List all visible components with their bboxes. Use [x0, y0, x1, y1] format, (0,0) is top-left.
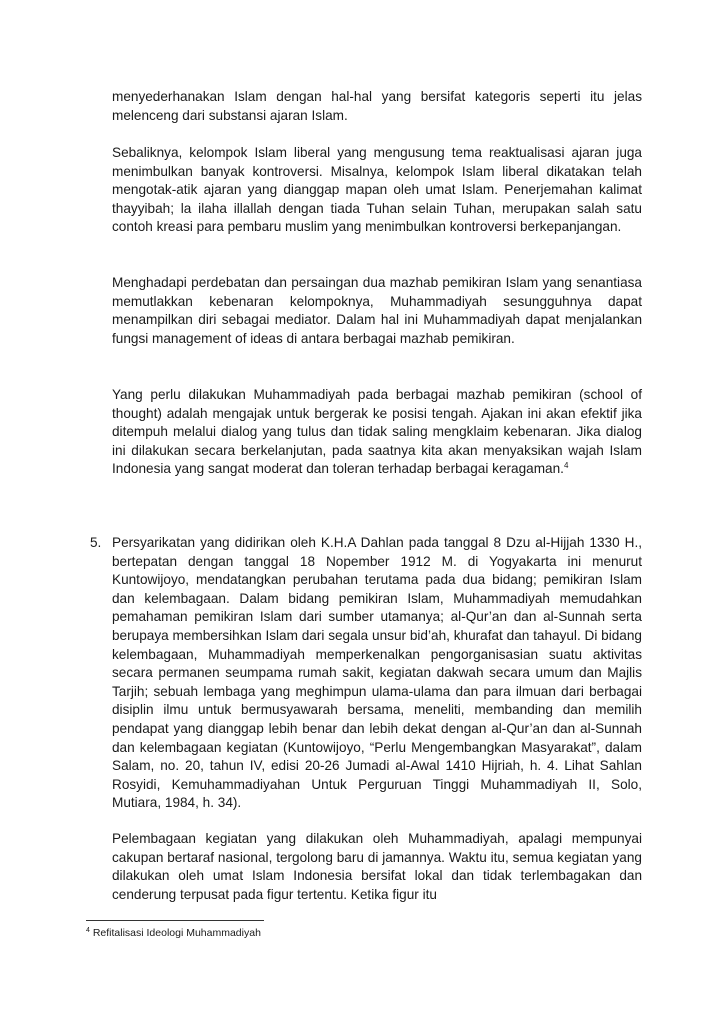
paragraph-muhammadiyah-mediator: Menghadapi perdebatan dan persaingan dua mazhab pemikiran Islam yang senantiasa memutlakkan kebenaran kelompoknya, Muhammadiyah sesungguhnya dapat menampilkan diri sebagai mediator. Dalam hal ini Muhammadiyah dapat menjalankan fungsi management of ideas di antara berbagai mazhab pemikiran.	[112, 275, 642, 346]
paragraph-school-of-thought	[112, 386, 642, 479]
footnote-divider	[86, 920, 264, 921]
paragraph-continuation: menyederhanakan Islam dengan hal-hal yang bersifat kategoris seperti itu jelas melenceng dari substansi ajaran Islam.	[112, 89, 642, 123]
list-item-5-text: Persyarikatan yang didirikan oleh K.H.A Dahlan pada tanggal 8 Dzu al-Hijjah 1330 H., bertepatan dengan tanggal 18 Nopember 1912 M. di Yogyakarta ini menurut Kuntowijoyo, mendatangkan perubahan terutama pada dua bidang; pemikiran Islam dan kelembagaan. Dalam bidang pemikiran Islam, Muhammadiyah memudahkan pemahaman pemikiran Islam dari sumber utamanya; al-Qur’an dan al-Sunnah serta berupaya membersihkan Islam dari segala unsur bid’ah, khurafat dan tahayul. Di bidang kelembagaan, Muhammadiyah memperkenalkan pengorganisasian suatu aktivitas secara permanen seumpama rumah sakit, kegiatan dakwah secara umum dan Majlis Tarjih; sebuah lembaga yang meghimpun ulama-ulama dan para ilmuan dari berbagai disiplin ilmu untuk bermusyawarah bersama, meneliti, membanding dan memilih pendapat yang dianggap lebih benar dan lebih dekat dengan al-Qur’an dan al-Sunnah dan kelembagaan kegiatan (Kuntowijoyo, “Perlu Mengembangkan Masyarakat”, dalam Salam, no. 20, tahun IV, edisi 20-26 Jumadi al-Awal 1410 Hijriah, h. 4. Lihat Sahlan Rosyidi, Kemuhammadiyahan Untuk Perguruan Tinggi Muhammadiyah II, Solo, Mutiara, 1984, h. 34).	[112, 535, 642, 811]
list-item-number: 5.	[90, 535, 102, 550]
footnote-text: Refitalisasi Ideologi Muhammadiyah	[92, 927, 261, 939]
footnote-marker: 4	[86, 927, 90, 934]
paragraph-school-of-thought-text: Yang perlu dilakukan Muhammadiyah pada berbagai mazhab pemikiran (school of thought) adalah mengajak untuk bergerak ke posisi tengah. Ajakan ini akan efektif jika ditempuh melalui dialog yang tulus dan tidak saling mengklaim kebenaran. Jika dialog ini dilakukan secara berkelanjutan, pada saatnya kita akan menyaksikan wajah Islam Indonesia yang sangat moderat dan toleran terhadap berbagai keragaman.	[112, 387, 642, 477]
footnote-reference[interactable]: 4	[563, 461, 569, 471]
footnote	[86, 926, 261, 940]
paragraph-islam-liberal: Sebaliknya, kelompok Islam liberal yang mengusung tema reaktualisasi ajaran juga menimbulkan banyak kontroversi. Misalnya, kelompok Islam liberal dikatakan telah mengotak-atik ajaran yang dianggap mapan oleh umat Islam. Penerjemahan kalimat thayyibah; la ilaha illallah dengan tiada Tuhan selain Tuhan, merupakan salah satu contoh kreasi para pembaru muslim yang menimbulkan kontroversi berkepanjangan.	[112, 145, 642, 235]
paragraph-pelembagaan: Pelembagaan kegiatan yang dilakukan oleh Muhammadiyah, apalagi mempunyai cakupan bertaraf nasional, tergolong baru di jamannya. Waktu itu, semua kegiatan yang dilakukan oleh umat Islam Indonesia bersifat lokal dan tidak terlembagakan dan cenderung terpusat pada figur tertentu. Ketika figur itu	[112, 831, 642, 902]
